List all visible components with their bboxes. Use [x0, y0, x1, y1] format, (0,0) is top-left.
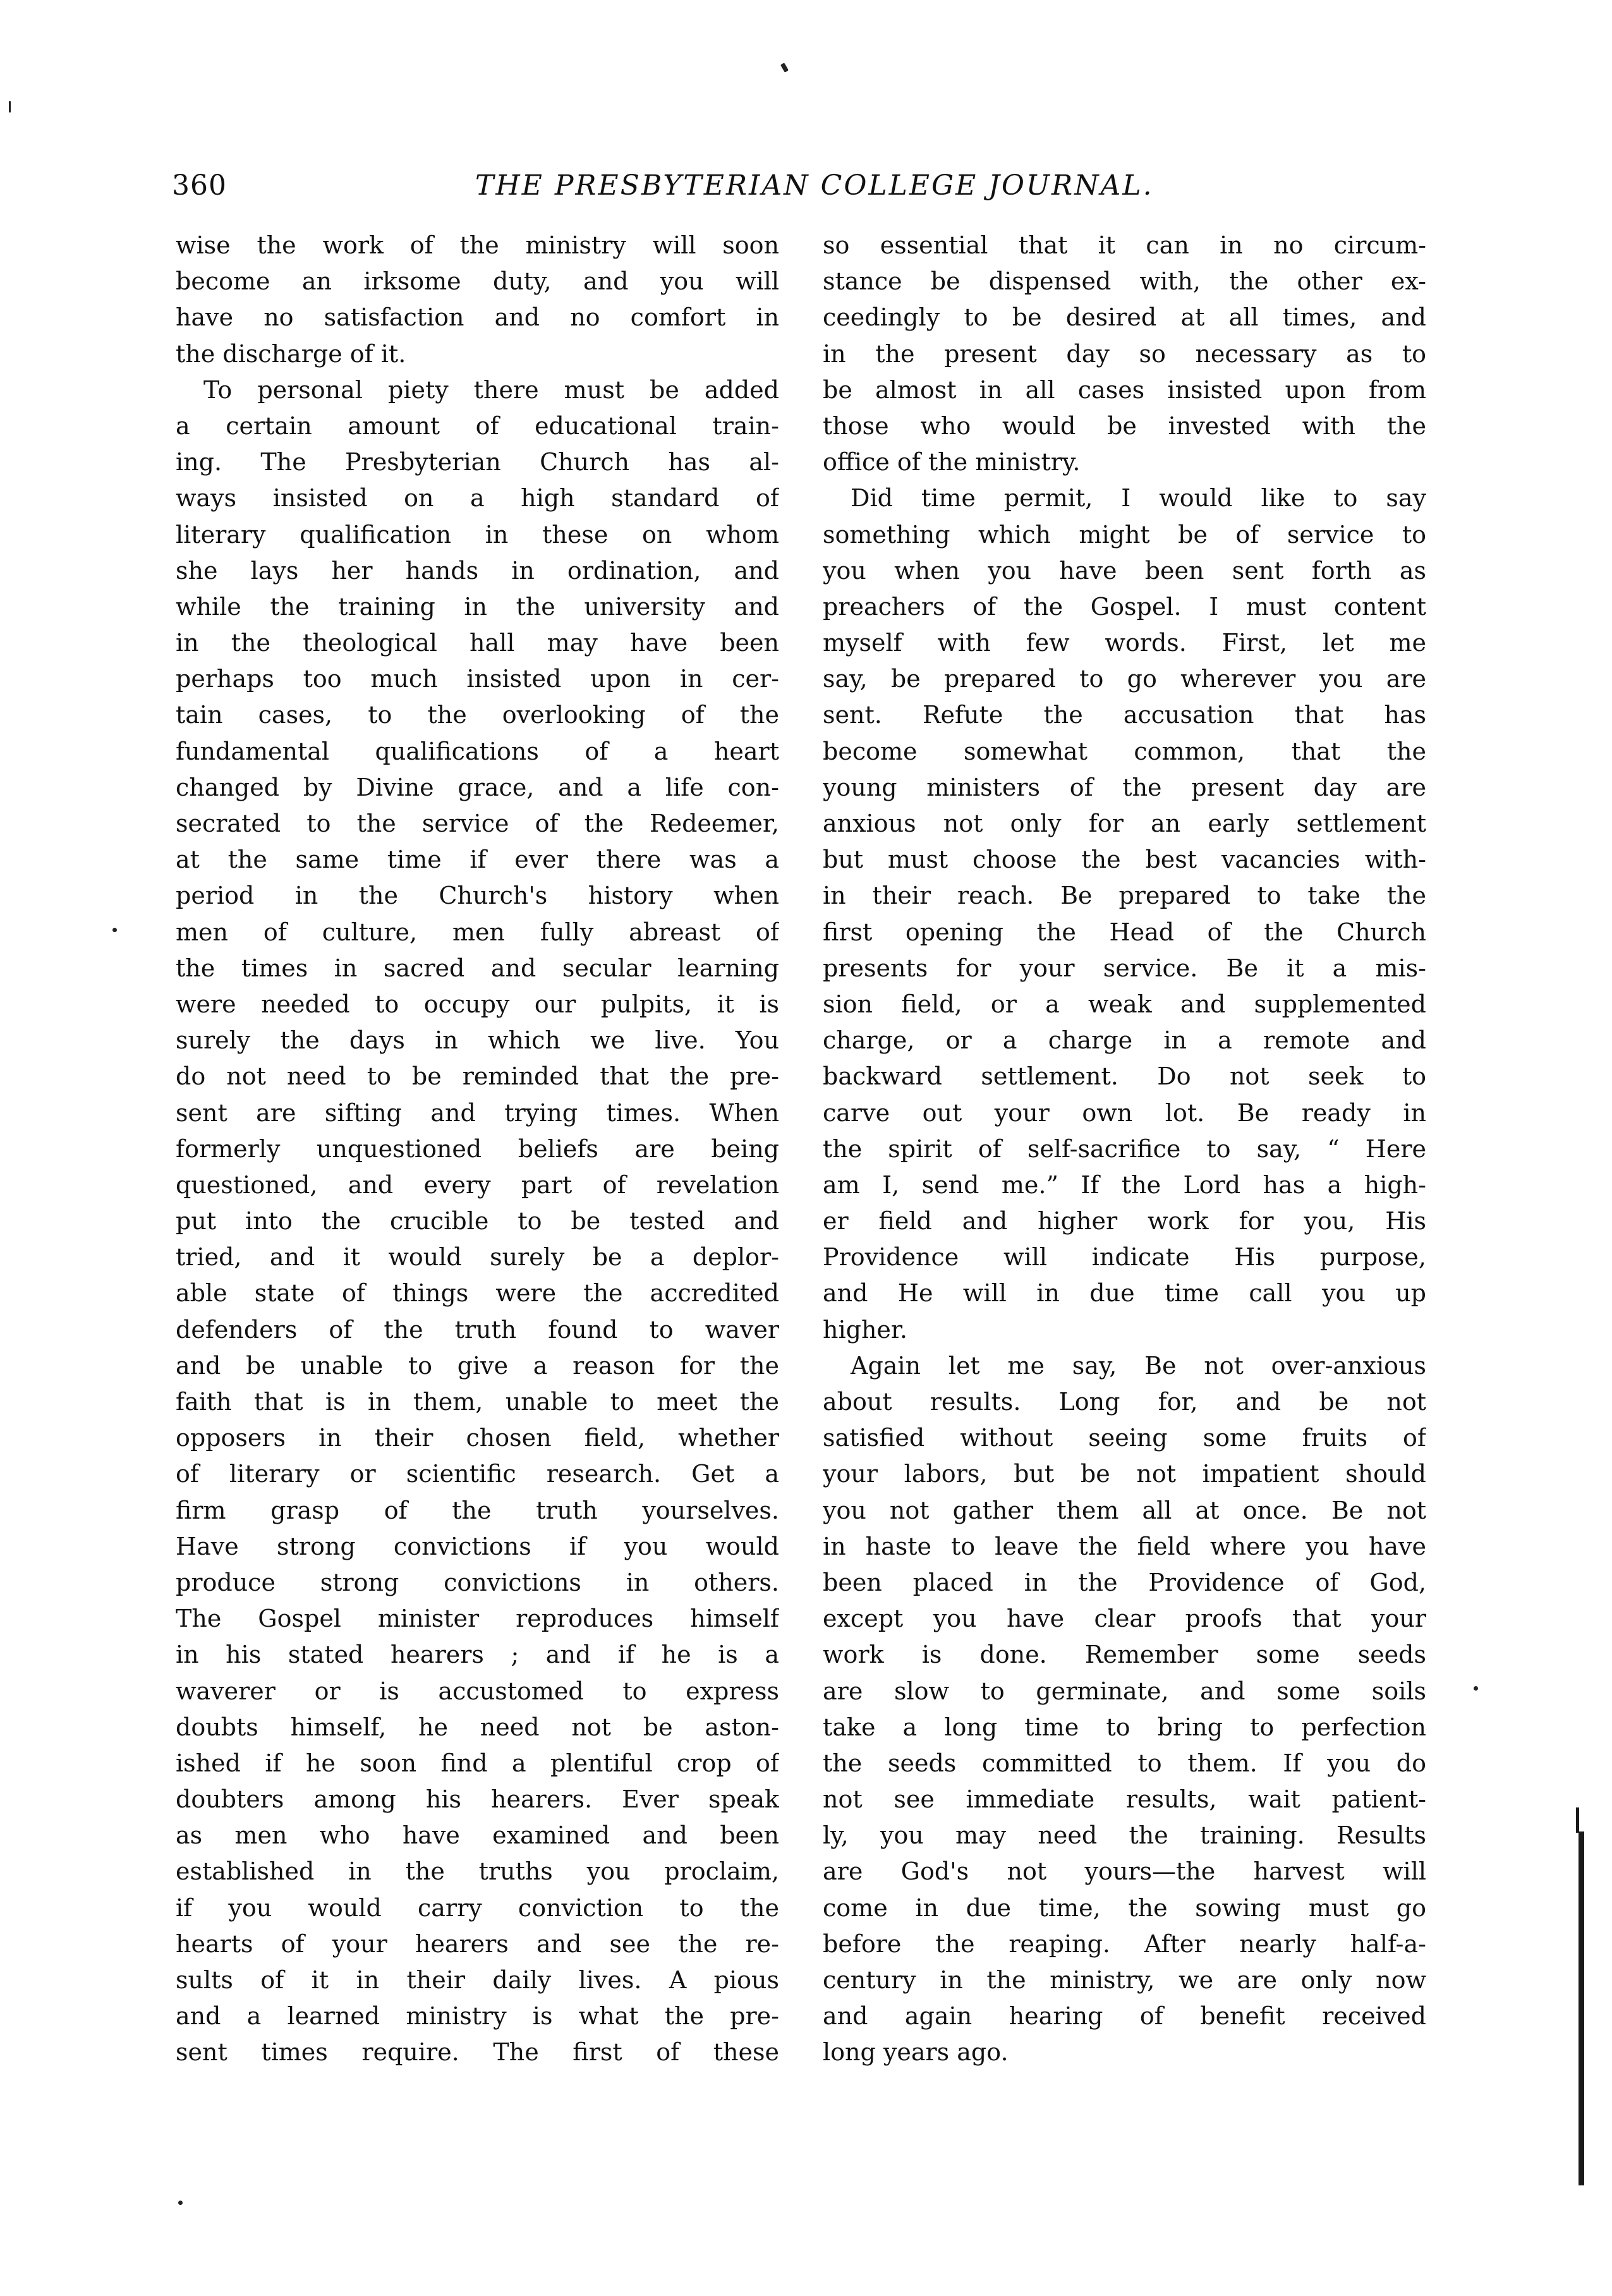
- text-line: about results. Long for, and be not: [823, 1388, 1426, 1416]
- text-line: become somewhat common, that the: [823, 737, 1426, 765]
- text-line: established in the truths you proclaim,: [176, 1857, 779, 1886]
- text-line: become an irksome duty, and you will: [176, 267, 779, 296]
- text-line: To personal piety there must be added: [203, 375, 779, 404]
- text-line: and He will in due time call you up: [823, 1279, 1426, 1308]
- text-line: faith that is in them, unable to meet the: [176, 1388, 779, 1416]
- text-line: questioned, and every part of revelation: [176, 1170, 779, 1199]
- text-line: opposers in their chosen field, whether: [176, 1424, 779, 1452]
- text-line: The Gospel minister reproduces himself: [176, 1605, 779, 1633]
- text-line: secrated to the service of the Redeemer,: [176, 810, 779, 837]
- text-line: a certain amount of educational train-: [176, 411, 779, 440]
- text-line: in their reach. Be prepared to take the: [823, 882, 1426, 910]
- text-line: in the theological hall may have been: [176, 629, 779, 657]
- text-line: come in due time, the sowing must go: [823, 1893, 1426, 1922]
- text-line: take a long time to bring to perfection: [823, 1713, 1426, 1741]
- text-line: you when you have been sent forth as: [823, 556, 1426, 585]
- text-line: fundamental qualifications of a heart: [176, 737, 779, 765]
- journal-title: THE PRESBYTERIAN COLLEGE JOURNAL.: [475, 169, 1154, 202]
- text-line: doubts himself, he need not be aston-: [176, 1713, 779, 1741]
- text-line: before the reaping. After nearly half-a-: [823, 1929, 1426, 1958]
- text-line: er field and higher work for you, His: [823, 1207, 1426, 1236]
- text-line: myself with few words. First, let me: [823, 629, 1426, 657]
- text-line: ished if he soon find a plentiful crop of: [176, 1749, 779, 1777]
- text-line: carve out your own lot. Be ready in: [823, 1098, 1426, 1127]
- text-line: as men who have examined and been: [176, 1821, 779, 1850]
- text-line: charge, or a charge in a remote and: [823, 1026, 1426, 1055]
- text-line: century in the ministry, we are only now: [823, 1966, 1426, 1994]
- text-line: literary qualification in these on whom: [176, 520, 779, 549]
- text-line: while the training in the university and: [176, 592, 779, 621]
- text-line: of literary or scientific research. Get a: [176, 1460, 779, 1488]
- scan-speck: [9, 101, 11, 112]
- page-number: 360: [172, 169, 227, 202]
- text-line: men of culture, men fully abreast of: [176, 918, 779, 946]
- text-line: in the present day so necessary as to: [823, 339, 1426, 368]
- text-line: and be unable to give a reason for the: [176, 1351, 779, 1380]
- text-line: have no satisfaction and no comfort in: [176, 303, 779, 332]
- left-text-column: [176, 228, 779, 2071]
- scan-speck: [178, 2201, 183, 2205]
- text-line: firm grasp of the truth yourselves.: [176, 1496, 779, 1524]
- text-line: been placed in the Providence of God,: [823, 1568, 1426, 1596]
- running-head: [172, 169, 1154, 214]
- text-line: Did time permit, I would like to say: [851, 484, 1426, 513]
- text-line: in his stated hearers ; and if he is a: [176, 1641, 779, 1669]
- text-line: but must choose the best vacancies with-: [823, 846, 1426, 874]
- text-line: preachers of the Gospel. I must content: [823, 592, 1426, 621]
- text-line: presents for your service. Be it a mis-: [823, 954, 1426, 982]
- text-line: office of the ministry.: [823, 448, 1081, 477]
- text-line: sent. Refute the accusation that has: [823, 701, 1426, 729]
- text-line: wise the work of the ministry will soon: [176, 231, 779, 259]
- text-line: surely the days in which we live. You: [176, 1026, 779, 1055]
- text-line: say, be prepared to go wherever you are: [823, 665, 1426, 693]
- right-text-column: [823, 228, 1426, 2071]
- text-line: tried, and it would surely be a deplor-: [176, 1243, 779, 1272]
- text-line: young ministers of the present day are: [823, 773, 1426, 801]
- text-line: formerly unquestioned beliefs are being: [176, 1134, 779, 1163]
- text-line: Have strong convictions if you would: [176, 1532, 779, 1560]
- text-line: except you have clear proofs that your: [823, 1605, 1426, 1633]
- text-line: ceedingly to be desired at all times, and: [823, 303, 1426, 332]
- text-line: you not gather them all at once. Be not: [823, 1496, 1426, 1524]
- text-line: Providence will indicate His purpose,: [823, 1243, 1426, 1272]
- text-line: am I, send me.” If the Lord has a high-: [823, 1170, 1426, 1199]
- text-line: waverer or is accustomed to express: [176, 1677, 779, 1705]
- scan-speck: [112, 928, 117, 932]
- text-line: something which might be of service to: [823, 520, 1426, 549]
- text-line: work is done. Remember some seeds: [823, 1641, 1426, 1669]
- text-line: and a learned ministry is what the pre-: [176, 2002, 779, 2031]
- text-line: ing. The Presbyterian Church has al-: [176, 448, 779, 477]
- binding-edge-mark: [1579, 1831, 1584, 2185]
- text-line: sults of it in their daily lives. A pious: [176, 1966, 779, 1994]
- text-line: she lays her hands in ordination, and: [176, 556, 779, 585]
- text-line: at the same time if ever there was a: [176, 846, 779, 874]
- text-line: those who would be invested with the: [823, 411, 1426, 440]
- text-line: higher.: [823, 1315, 907, 1344]
- text-line: able state of things were the accredited: [176, 1279, 779, 1308]
- text-line: do not need to be reminded that the pre-: [176, 1062, 779, 1091]
- text-line: Again let me say, Be not over-anxious: [851, 1351, 1426, 1380]
- text-line: not see immediate results, wait patient-: [823, 1785, 1426, 1814]
- text-line: hearts of your hearers and see the re-: [176, 1929, 779, 1958]
- text-line: defenders of the truth found to waver: [176, 1315, 779, 1344]
- text-line: backward settlement. Do not seek to: [823, 1062, 1426, 1091]
- text-line: sion field, or a weak and supplemented: [823, 990, 1426, 1018]
- text-line: the spirit of self-sacrifice to say, “ Here: [823, 1134, 1426, 1163]
- text-line: so essential that it can in no circum-: [823, 231, 1426, 259]
- text-line: satisfied without seeing some fruits of: [823, 1424, 1426, 1452]
- scan-speck: [1474, 1686, 1478, 1691]
- text-line: produce strong convictions in others.: [176, 1568, 779, 1596]
- text-line: sent are sifting and trying times. When: [176, 1098, 779, 1127]
- text-line: the times in sacred and secular learning: [176, 954, 779, 982]
- text-line: ways insisted on a high standard of: [176, 484, 779, 513]
- text-line: anxious not only for an early settlement: [823, 810, 1426, 837]
- text-line: ly, you may need the training. Results: [823, 1821, 1426, 1850]
- text-line: perhaps too much insisted upon in cer-: [176, 665, 779, 693]
- text-line: first opening the Head of the Church: [823, 918, 1426, 946]
- scan-speck: [780, 63, 789, 73]
- text-line: tain cases, to the overlooking of the: [176, 701, 779, 729]
- text-line: if you would carry conviction to the: [176, 1893, 779, 1922]
- text-line: be almost in all cases insisted upon from: [823, 375, 1426, 404]
- text-line: put into the crucible to be tested and: [176, 1207, 779, 1236]
- text-line: changed by Divine grace, and a life con-: [176, 773, 779, 801]
- text-line: stance be dispensed with, the other ex-: [823, 267, 1426, 296]
- text-line: the discharge of it.: [176, 339, 406, 368]
- text-line: the seeds committed to them. If you do: [823, 1749, 1426, 1777]
- text-line: and again hearing of benefit received: [823, 2002, 1426, 2031]
- text-line: sent times require. The first of these: [176, 2038, 779, 2067]
- text-line: are God's not yours—the harvest will: [823, 1857, 1426, 1886]
- text-line: doubters among his hearers. Ever speak: [176, 1785, 779, 1814]
- text-line: your labors, but be not impatient should: [823, 1460, 1426, 1488]
- text-line: period in the Church's history when: [176, 882, 779, 910]
- text-line: were needed to occupy our pulpits, it is: [176, 990, 779, 1018]
- binding-edge-mark: [1576, 1807, 1579, 1833]
- text-line: in haste to leave the field where you have: [823, 1532, 1426, 1560]
- text-line: are slow to germinate, and some soils: [823, 1677, 1426, 1705]
- text-line: long years ago.: [823, 2038, 1009, 2067]
